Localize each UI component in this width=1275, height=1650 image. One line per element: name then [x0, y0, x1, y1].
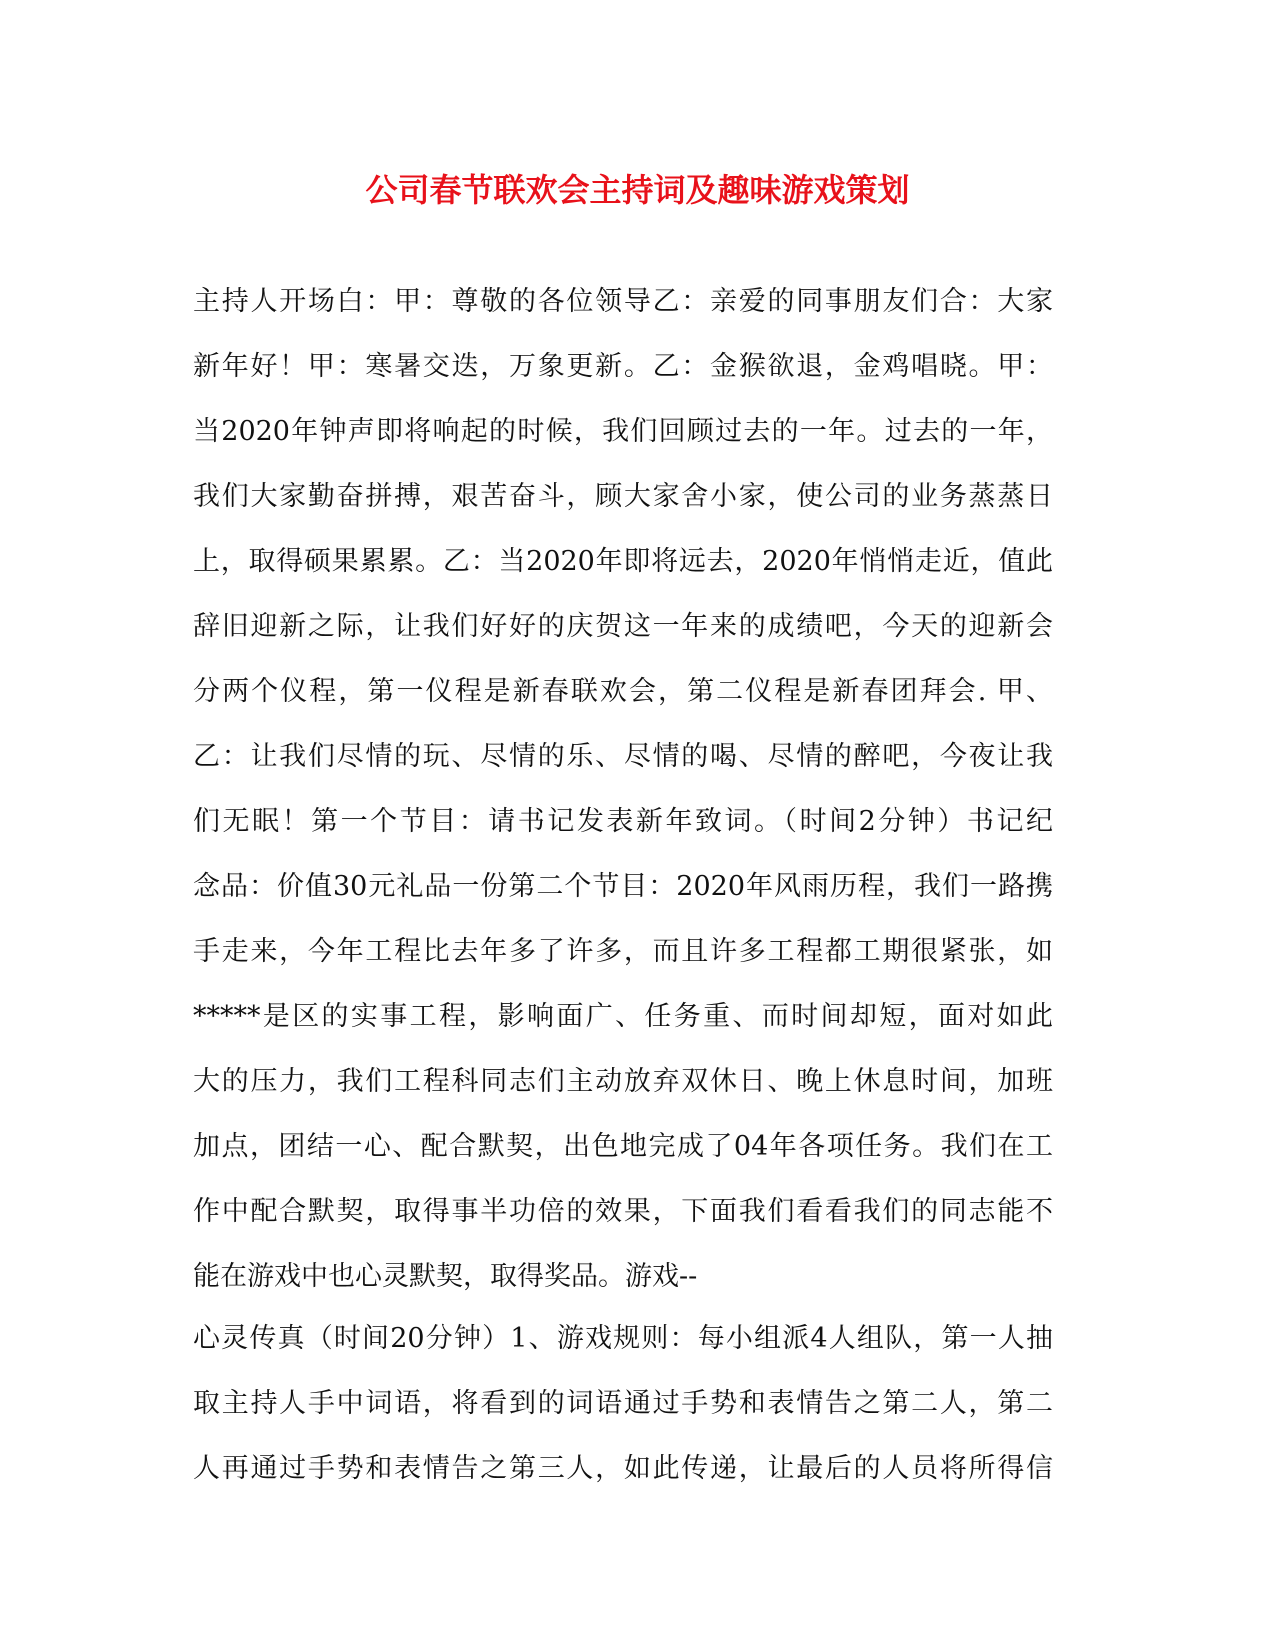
- body-line: 取主持人手中词语，将看到的词语通过手势和表情告之第二人，第二: [193, 1388, 1053, 1419]
- body-line: 当2020年钟声即将响起的时候，我们回顾过去的一年。过去的一年，: [193, 416, 1053, 447]
- body-line: 心灵传真（时间20分钟）1、游戏规则：每小组派4人组队，第一人抽: [193, 1323, 1053, 1354]
- body-line: 大的压力，我们工程科同志们主动放弃双休日、晚上休息时间，加班: [193, 1066, 1053, 1097]
- body-line: 加点，团结一心、配合默契，出色地完成了04年各项任务。我们在工: [193, 1131, 1053, 1162]
- body-line: 人再通过手势和表情告之第三人，如此传递，让最后的人员将所得信: [193, 1453, 1053, 1484]
- body-line: 辞旧迎新之际，让我们好好的庆贺这一年来的成绩吧，今天的迎新会: [193, 611, 1053, 642]
- body-line: 乙：让我们尽情的玩、尽情的乐、尽情的喝、尽情的醉吧，今夜让我: [193, 741, 1053, 772]
- body-line: *****是区的实事工程，影响面广、任务重、而时间却短，面对如此: [193, 1001, 1053, 1032]
- body-line: 新年好！甲：寒暑交迭，万象更新。乙：金猴欲退，金鸡唱晓。甲：: [193, 351, 1053, 382]
- document-body: [193, 280, 1053, 1512]
- body-line: 手走来，今年工程比去年多了许多，而且许多工程都工期很紧张，如: [193, 936, 1053, 967]
- body-line: 上，取得硕果累累。乙：当2020年即将远去，2020年悄悄走近，值此: [193, 546, 1053, 577]
- body-line: 能在游戏中也心灵默契，取得奖品。游戏--: [193, 1261, 698, 1292]
- body-line: 主持人开场白：甲：尊敬的各位领导乙：亲爱的同事朋友们合：大家: [193, 286, 1053, 317]
- document-title: 公司春节联欢会主持词及趣味游戏策划: [365, 171, 910, 209]
- body-line: 念品：价值30元礼品一份第二个节目：2020年风雨历程，我们一路携: [193, 871, 1053, 902]
- body-line: 我们大家勤奋拼搏，艰苦奋斗，顾大家舍小家，使公司的业务蒸蒸日: [193, 481, 1053, 512]
- body-line: 分两个仪程，第一仪程是新春联欢会，第二仪程是新春团拜会. 甲、: [193, 676, 1053, 707]
- body-line: 作中配合默契，取得事半功倍的效果，下面我们看看我们的同志能不: [193, 1196, 1053, 1227]
- body-line: 们无眠！第一个节目：请书记发表新年致词。（时间2分钟）书记纪: [193, 806, 1053, 837]
